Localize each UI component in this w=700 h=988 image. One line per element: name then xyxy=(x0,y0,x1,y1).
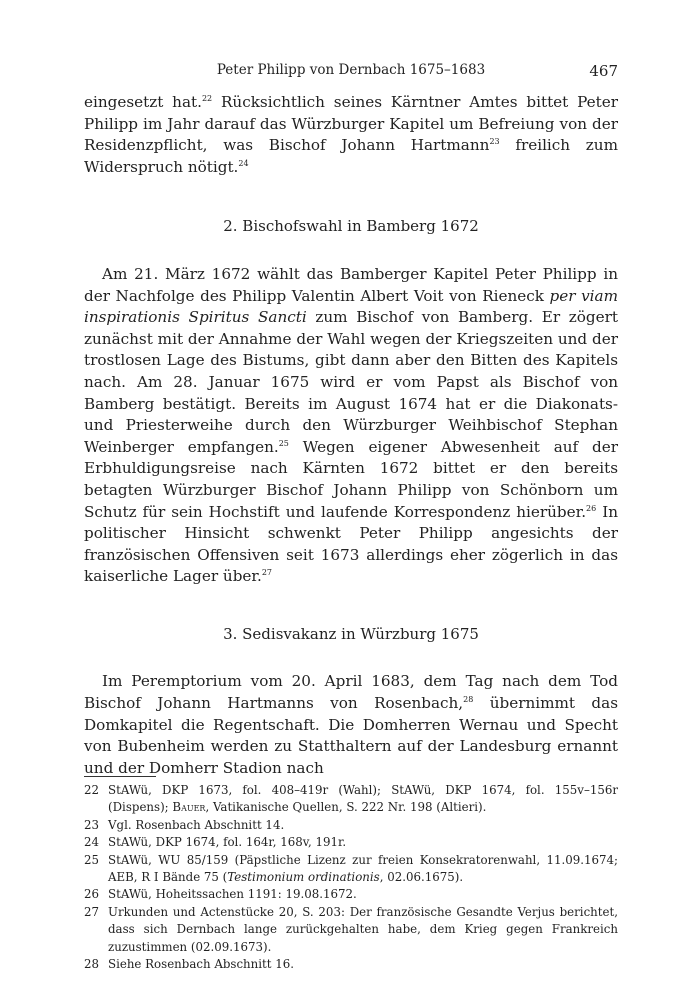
running-header xyxy=(84,62,618,82)
section2-paragraph xyxy=(84,264,618,588)
latin-phrase: per viam inspirationis Spiritus Sancti xyxy=(84,286,618,327)
footnote-text: StAWü, DKP 1674, fol. 164r, 168v, 191r. xyxy=(108,835,347,850)
footnote-ref[interactable]: 28 xyxy=(463,695,474,705)
footnote-ref[interactable]: 27 xyxy=(261,568,273,578)
footnote-ref[interactable]: 24 xyxy=(238,158,249,168)
running-title: Peter Philipp von Dernbach 1675–1683 xyxy=(216,62,486,78)
footnote xyxy=(84,886,618,903)
footnote-ref[interactable]: 25 xyxy=(278,438,289,448)
footnote-text: , 02.06.1675). xyxy=(379,870,464,885)
footnote-text: StAWü, WU 85/159 (Päpstliche Lizenz zur freien Konsekratorenwahl, 11.09.1674; AEB, R I Bände 75 ( xyxy=(108,852,618,885)
section3-paragraph xyxy=(84,671,618,779)
footnote xyxy=(84,817,618,834)
footnote-number: 26 xyxy=(84,887,100,902)
footnote-text: , Vatikanische Quellen, S. 222 Nr. 198 (Altieri). xyxy=(205,800,487,815)
text-run: Rücksichtlich seines Kärntner Amtes bittet Peter Philipp im Jahr darauf das Würzburger Kapitel um Befreiung von der Residenzpflicht, was Bischof Johann Hartmann xyxy=(84,93,618,155)
text-run: übernimmt das Domkapitel die Regentschaft. Die Domherren Wernau und Specht von Bubenheim werden zu Statthaltern auf der Landesburg ernannt und der Domherr Stadion nach xyxy=(84,694,618,777)
footnote-text: StAWü, Hoheitssachen 1191: 19.08.1672. xyxy=(108,887,357,902)
footnote xyxy=(84,782,618,817)
footnote-divider xyxy=(84,776,156,777)
text-run: Wegen eigener Abwesenheit auf der Erbhuldigungsreise nach Kärnten 1672 bittet er den bereits betagten Würzburger Bischof Johann Philipp von Schönborn um Schutz für sein Hochstift und laufende Korrespondenz hierüber. xyxy=(84,437,618,521)
latin-title: Testimonium ordinationis xyxy=(227,870,380,885)
footnote-ref[interactable]: 26 xyxy=(586,503,597,513)
text-run: freilich zum Widerspruch nötigt. xyxy=(84,136,618,176)
footnote xyxy=(84,852,618,887)
footnotes xyxy=(84,782,618,973)
page-number: 467 xyxy=(589,62,618,80)
section-heading: 2. Bischofswahl in Bamberg 1672 xyxy=(223,217,479,236)
footnote xyxy=(84,834,618,851)
footnote-number: 28 xyxy=(84,957,100,972)
section-heading: 3. Sedisvakanz in Würzburg 1675 xyxy=(223,624,479,643)
text-run: Im Peremptorium vom 20. April 1683, dem Tag nach dem Tod Bischof Johann Hartmanns von Rosenbach, xyxy=(84,672,618,713)
footnote xyxy=(84,956,618,973)
text-run: zum Bischof von Bamberg. Er zögert zunächst mit der Annahme der Wahl wegen der Kriegszeiten und der trostlosen Lage des Bistums, gibt dann aber den Bitten des Kapitels nach. Am 28. Januar 1675 wird er vom Papst als Bischof von Bamberg bestätigt. Bereits im August 1674 hat er die Diakonats- und Priesterweihe durch den Würzburger Weihbischof Stephan Weinberger empfangen. xyxy=(84,308,618,456)
footnote xyxy=(84,904,618,956)
footnote-number: 24 xyxy=(84,835,100,850)
footnote-text: StAWü, DKP 1673, fol. 408–419r (Wahl); StAWü, DKP 1674, fol. 155v–156r (Dispens); xyxy=(108,783,618,815)
footnote-text: Siehe Rosenbach Abschnitt 16. xyxy=(108,957,295,972)
main-text xyxy=(84,92,618,779)
text-run: eingesetzt hat. xyxy=(84,93,202,111)
text-run: In politischer Hinsicht schwenkt Peter Philipp angesichts der französischen Offensiven seit 1673 allerdings eher zögerlich in das kaiserliche Lager über. xyxy=(84,502,618,586)
footnote-ref[interactable]: 22 xyxy=(201,94,213,103)
footnote-number: 27 xyxy=(84,904,100,919)
footnote-ref[interactable]: 23 xyxy=(489,137,500,147)
text-run: Am 21. März 1672 wählt das Bamberger Kapitel Peter Philipp in der Nachfolge des Philipp Valentin Albert Voit von Rieneck xyxy=(84,264,618,305)
intro-paragraph xyxy=(84,92,618,178)
author-name: Bauer xyxy=(172,800,206,815)
footnote-number: 25 xyxy=(84,852,100,867)
footnote-number: 23 xyxy=(84,817,100,832)
footnote-text: Urkunden und Actenstücke 20, S. 203: Der französische Gesandte Verjus berichtet, dass sich Dernbach lange zurückgehalten habe, dem Krieg gegen Frankreich zuzustimmen (02.09.1673). xyxy=(108,904,618,954)
footnote-number: 22 xyxy=(84,783,100,797)
footnote-text: Vgl. Rosenbach Abschnitt 14. xyxy=(108,817,285,832)
